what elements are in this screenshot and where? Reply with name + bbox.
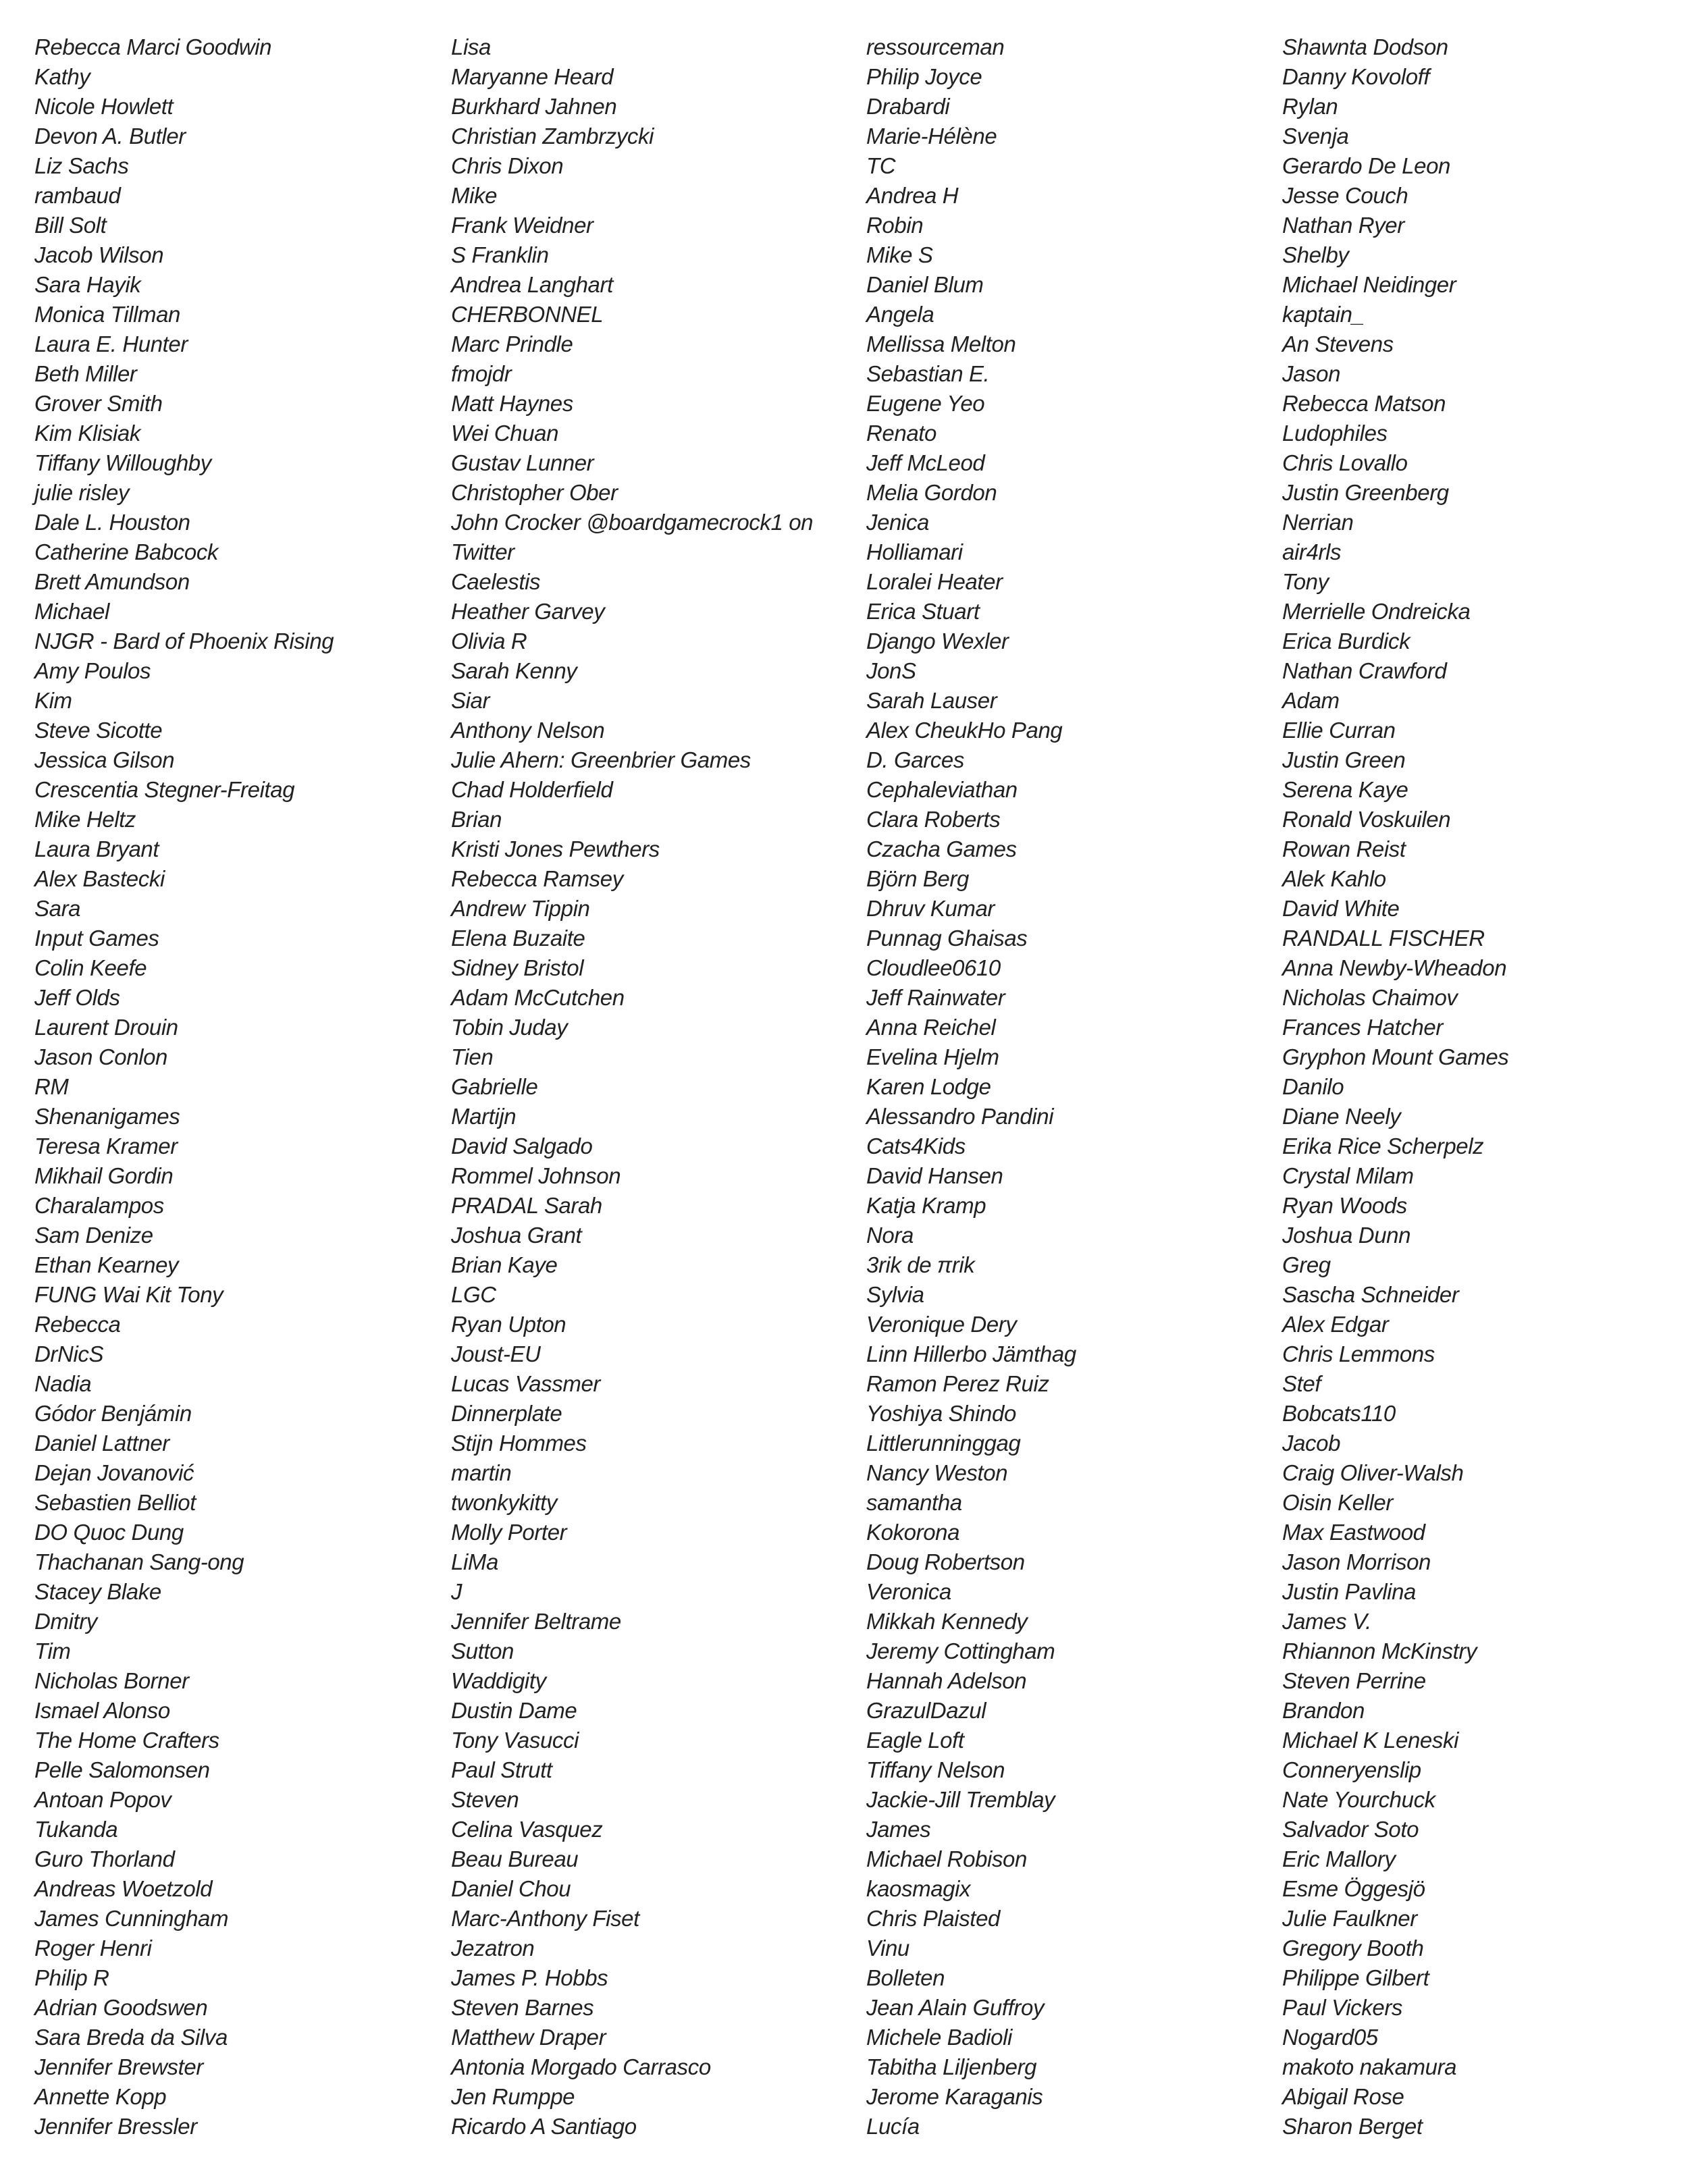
name-entry: David Salgado — [451, 1134, 593, 1158]
name-entry: Nora — [866, 1223, 914, 1248]
name-entry: Jeremy Cottingham — [866, 1639, 1055, 1663]
name-entry: Jean Alain Guffroy — [866, 1995, 1045, 2020]
name-entry: Andreas Woetzold — [34, 1876, 213, 1901]
name-entry: Laura E. Hunter — [34, 331, 188, 356]
name-entry: Katja Kramp — [866, 1193, 986, 1218]
name-entry: Hannah Adelson — [866, 1668, 1027, 1693]
name-entry: Justin Pavlina — [1282, 1579, 1417, 1604]
name-entry: Chris Lovallo — [1282, 450, 1408, 475]
name-entry: Salvador Soto — [1282, 1817, 1419, 1842]
name-entry: Erika Rice Scherpelz — [1282, 1134, 1484, 1158]
name-entry: Bobcats110 — [1282, 1401, 1396, 1426]
name-entry: Punnag Ghaisas — [866, 926, 1028, 951]
name-entry: Robin — [866, 213, 924, 238]
name-entry: Charalampos — [34, 1193, 164, 1218]
name-entry: Django Wexler — [866, 629, 1009, 654]
name-entry: Merrielle Ondreicka — [1282, 599, 1471, 624]
name-entry: Vinu — [866, 1936, 909, 1961]
name-entry: Sara Breda da Silva — [34, 2025, 228, 2050]
name-entry: Jen Rumppe — [451, 2084, 575, 2109]
name-entry: James Cunningham — [34, 1906, 229, 1931]
name-entry: Clara Roberts — [866, 807, 1001, 832]
name-entry: Justin Greenberg — [1282, 480, 1449, 505]
name-entry: Czacha Games — [866, 836, 1017, 861]
name-entry: Loralei Heater — [866, 569, 1003, 594]
name-entry: Michael K Leneski — [1282, 1728, 1459, 1753]
name-entry: Gódor Benjámin — [34, 1401, 192, 1426]
name-entry: Greg — [1282, 1252, 1331, 1277]
name-entry: Dhruv Kumar — [866, 896, 995, 921]
name-entry: Eric Mallory — [1282, 1846, 1396, 1871]
name-entry: Michele Badioli — [866, 2025, 1012, 2050]
name-entry: D. Garces — [866, 747, 964, 772]
name-entry: Mike S — [866, 242, 933, 267]
name-entry: Tiffany Nelson — [866, 1757, 1005, 1782]
name-entry: Caelestis — [451, 569, 541, 594]
name-entry: Adam McCutchen — [451, 985, 625, 1010]
name-entry: Liz Sachs — [34, 153, 129, 178]
name-entry: Lisa — [451, 34, 491, 59]
name-entry: Chris Dixon — [451, 153, 564, 178]
name-entry: Eugene Yeo — [866, 391, 985, 416]
name-entry: Shenanigames — [34, 1104, 180, 1129]
name-entry: Beth Miller — [34, 361, 137, 386]
name-entry: Christopher Ober — [451, 480, 618, 505]
name-entry: Rebecca Marci Goodwin — [34, 34, 272, 59]
name-entry: julie risley — [34, 480, 130, 505]
name-entry: Jeff McLeod — [866, 450, 985, 475]
name-entry: Paul Strutt — [451, 1757, 552, 1782]
name-column-2 — [451, 32, 849, 2141]
name-entry: Rebecca Matson — [1282, 391, 1446, 416]
name-entry: Veronique Dery — [866, 1312, 1017, 1337]
name-entry: Kristi Jones Pewthers — [451, 836, 660, 861]
name-entry: LGC — [451, 1282, 496, 1307]
name-entry: J — [451, 1579, 463, 1604]
name-entry: Sharon Berget — [1282, 2114, 1423, 2139]
name-entry: kaptain_ — [1282, 302, 1365, 327]
name-entry: Jason Morrison — [1282, 1549, 1431, 1574]
name-entry: Gabrielle — [451, 1074, 538, 1099]
name-entry: Marc-Anthony Fiset — [451, 1906, 639, 1931]
name-entry: Gregory Booth — [1282, 1936, 1424, 1961]
name-entry: Ludophiles — [1282, 421, 1388, 446]
name-entry: Twitter — [451, 539, 515, 564]
name-entry: Dustin Dame — [451, 1698, 577, 1723]
name-entry: Danilo — [1282, 1074, 1344, 1099]
name-entry: TC — [866, 153, 896, 178]
name-entry: Steven — [451, 1787, 519, 1812]
name-entry: Ronald Voskuilen — [1282, 807, 1451, 832]
name-entry: Doug Robertson — [866, 1549, 1025, 1574]
name-entry: Rylan — [1282, 94, 1338, 119]
name-entry: Anthony Nelson — [451, 718, 605, 743]
name-entry: Mike — [451, 183, 498, 208]
name-entry: Stacey Blake — [34, 1579, 161, 1604]
name-entry: Nicholas Chaimov — [1282, 985, 1458, 1010]
name-entry: makoto nakamura — [1282, 2054, 1457, 2079]
name-entry: Ismael Alonso — [34, 1698, 170, 1723]
name-entry: Craig Oliver-Walsh — [1282, 1460, 1464, 1485]
name-entry: Sascha Schneider — [1282, 1282, 1459, 1307]
name-entry: Conneryenslip — [1282, 1757, 1421, 1782]
name-entry: Ryan Upton — [451, 1312, 566, 1337]
name-entry: Anna Newby-Wheadon — [1282, 955, 1507, 980]
name-entry: Martijn — [451, 1104, 517, 1129]
name-entry: Jenica — [866, 510, 929, 535]
name-entry: Sylvia — [866, 1282, 924, 1307]
name-entry: Pelle Salomonsen — [34, 1757, 210, 1782]
name-entry: Jesse Couch — [1282, 183, 1408, 208]
name-entry: Paul Vickers — [1282, 1995, 1403, 2020]
name-entry: Shelby — [1282, 242, 1349, 267]
name-entry: fmojdr — [451, 361, 512, 386]
name-entry: Kathy — [34, 64, 90, 89]
name-entry: Veronica — [866, 1579, 951, 1604]
name-entry: Amy Poulos — [34, 658, 151, 683]
name-entry: kaosmagix — [866, 1876, 971, 1901]
name-entry: Alex Edgar — [1282, 1312, 1389, 1337]
name-entry: Input Games — [34, 926, 159, 951]
name-entry: David Hansen — [866, 1163, 1003, 1188]
name-entry: JonS — [866, 658, 916, 683]
name-entry: Jerome Karaganis — [866, 2084, 1043, 2109]
name-entry: Laura Bryant — [34, 836, 159, 861]
name-entry: NJGR - Bard of Phoenix Rising — [34, 629, 334, 654]
name-entry: Antonia Morgado Carrasco — [451, 2054, 711, 2079]
name-entry: Nate Yourchuck — [1282, 1787, 1435, 1812]
name-entry: Alek Kahlo — [1282, 866, 1386, 891]
name-entry: ressourceman — [866, 34, 1005, 59]
name-entry: Chad Holderfield — [451, 777, 613, 802]
name-entry: Devon A. Butler — [34, 124, 186, 149]
name-entry: Andrew Tippin — [451, 896, 590, 921]
name-entry: Tobin Juday — [451, 1015, 568, 1040]
name-entry: Joshua Dunn — [1282, 1223, 1411, 1248]
name-entry: Crescentia Stegner-Freitag — [34, 777, 295, 802]
name-entry: Steve Sicotte — [34, 718, 163, 743]
name-entry: Wei Chuan — [451, 421, 559, 446]
name-entry: Joshua Grant — [451, 1223, 582, 1248]
name-entry: The Home Crafters — [34, 1728, 219, 1753]
name-entry: Mike Heltz — [34, 807, 136, 832]
name-entry: Ellie Curran — [1282, 718, 1396, 743]
name-entry: Linn Hillerbo Jämthag — [866, 1341, 1076, 1366]
name-entry: RANDALL FISCHER — [1282, 926, 1485, 951]
name-entry: Rommel Johnson — [451, 1163, 621, 1188]
name-entry: rambaud — [34, 183, 121, 208]
name-entry: Thachanan Sang-ong — [34, 1549, 244, 1574]
name-entry: Kim Klisiak — [34, 421, 140, 446]
name-entry: Sebastien Belliot — [34, 1490, 196, 1515]
name-entry: Colin Keefe — [34, 955, 147, 980]
name-entry: Ricardo A Santiago — [451, 2114, 637, 2139]
name-entry: Kim — [34, 688, 72, 713]
name-entry: Nadia — [34, 1371, 92, 1396]
name-entry: Andrea Langhart — [451, 272, 613, 297]
name-entry: Michael — [34, 599, 109, 624]
name-entry: PRADAL Sarah — [451, 1193, 602, 1218]
name-entry: Christian Zambrzycki — [451, 124, 654, 149]
name-entry: Michael Robison — [866, 1846, 1027, 1871]
name-entry: Björn Berg — [866, 866, 969, 891]
name-entry: Annette Kopp — [34, 2084, 167, 2109]
name-column-4 — [1282, 32, 1660, 2141]
name-entry: Roger Henri — [34, 1936, 152, 1961]
name-entry: Nogard05 — [1282, 2025, 1378, 2050]
name-entry: Grover Smith — [34, 391, 163, 416]
name-entry: Kokorona — [866, 1520, 960, 1545]
name-entry: Crystal Milam — [1282, 1163, 1414, 1188]
name-entry: Mikkah Kennedy — [866, 1609, 1028, 1634]
name-entry: Sam Denize — [34, 1223, 153, 1248]
name-entry: Nancy Weston — [866, 1460, 1008, 1485]
name-entry: Melia Gordon — [866, 480, 997, 505]
name-entry: Tony — [1282, 569, 1329, 594]
name-entry: Jeff Olds — [34, 985, 120, 1010]
name-entry: Monica Tillman — [34, 302, 181, 327]
name-entry: Nerrian — [1282, 510, 1354, 535]
name-entry: Jennifer Bressler — [34, 2114, 197, 2139]
name-entry: Stijn Hommes — [451, 1431, 587, 1456]
name-entry: Matthew Draper — [451, 2025, 606, 2050]
name-entry: Steven Barnes — [451, 1995, 594, 2020]
name-entry: Stef — [1282, 1371, 1321, 1396]
name-entry: Nicholas Borner — [34, 1668, 189, 1693]
name-entry: Philip R — [34, 1965, 109, 1990]
name-entry: Julie Ahern: Greenbrier Games — [451, 747, 751, 772]
name-entry: Littlerunninggag — [866, 1431, 1021, 1456]
name-entry: Jason — [1282, 361, 1341, 386]
name-entry: Guro Thorland — [34, 1846, 175, 1871]
name-entry: Justin Green — [1282, 747, 1406, 772]
name-entry: Evelina Hjelm — [866, 1044, 999, 1069]
name-entry: Adam — [1282, 688, 1340, 713]
name-entry: FUNG Wai Kit Tony — [34, 1282, 223, 1307]
name-entry: Marc Prindle — [451, 331, 573, 356]
name-entry: LiMa — [451, 1549, 498, 1574]
name-entry: Mikhail Gordin — [34, 1163, 174, 1188]
name-entry: Rhiannon McKinstry — [1282, 1639, 1477, 1663]
name-entry: Brian Kaye — [451, 1252, 558, 1277]
name-entry: Sara Hayik — [34, 272, 141, 297]
name-entry: Jackie-Jill Tremblay — [866, 1787, 1055, 1812]
name-entry: Brian — [451, 807, 502, 832]
name-entry: DO Quoc Dung — [34, 1520, 184, 1545]
name-entry: Steven Perrine — [1282, 1668, 1426, 1693]
name-entry: Diane Neely — [1282, 1104, 1401, 1129]
name-entry: martin — [451, 1460, 512, 1485]
name-entry: Matt Haynes — [451, 391, 573, 416]
name-entry: Burkhard Jahnen — [451, 94, 617, 119]
name-entry: Julie Faulkner — [1282, 1906, 1417, 1931]
name-entry: Jason Conlon — [34, 1044, 168, 1069]
name-entry: Frank Weidner — [451, 213, 594, 238]
name-entry: Cloudlee0610 — [866, 955, 1001, 980]
name-entry: Rebecca — [34, 1312, 121, 1337]
name-entry: Dejan Jovanović — [34, 1460, 194, 1485]
name-entry: Nathan Ryer — [1282, 213, 1404, 238]
name-entry: Sarah Lauser — [866, 688, 997, 713]
name-entry: Molly Porter — [451, 1520, 567, 1545]
name-column-3 — [866, 32, 1265, 2141]
name-entry: David White — [1282, 896, 1400, 921]
name-entry: Danny Kovoloff — [1282, 64, 1430, 89]
name-entry: Alessandro Pandini — [866, 1104, 1054, 1129]
name-entry: Frances Hatcher — [1282, 1015, 1443, 1040]
name-entry: Gustav Lunner — [451, 450, 594, 475]
name-entry: Lucía — [866, 2114, 920, 2139]
name-entry: Philip Joyce — [866, 64, 982, 89]
name-entry: James — [866, 1817, 931, 1842]
name-entry: Teresa Kramer — [34, 1134, 178, 1158]
name-entry: Serena Kaye — [1282, 777, 1408, 802]
name-entry: Drabardi — [866, 94, 950, 119]
name-entry: Waddigity — [451, 1668, 546, 1693]
name-entry: Erica Stuart — [866, 599, 980, 624]
name-entry: Renato — [866, 421, 937, 446]
name-entry: Tabitha Liljenberg — [866, 2054, 1037, 2079]
name-entry: An Stevens — [1282, 331, 1394, 356]
name-entry: Nathan Crawford — [1282, 658, 1447, 683]
name-entry: Karen Lodge — [866, 1074, 991, 1099]
name-entry: Gryphon Mount Games — [1282, 1044, 1509, 1069]
name-entry: Anna Reichel — [866, 1015, 996, 1040]
name-entry: samantha — [866, 1490, 962, 1515]
name-entry: Daniel Chou — [451, 1876, 571, 1901]
name-entry: Abigail Rose — [1282, 2084, 1404, 2109]
name-entry: Alex Bastecki — [34, 866, 165, 891]
name-entry: Jennifer Brewster — [34, 2054, 203, 2079]
name-entry: Tien — [451, 1044, 494, 1069]
name-entry: Laurent Drouin — [34, 1015, 178, 1040]
name-entry: Rebecca Ramsey — [451, 866, 623, 891]
name-entry: James P. Hobbs — [451, 1965, 608, 1990]
name-entry: Ryan Woods — [1282, 1193, 1407, 1218]
name-entry: Heather Garvey — [451, 599, 605, 624]
name-entry: Daniel Blum — [866, 272, 984, 297]
name-entry: Philippe Gilbert — [1282, 1965, 1429, 1990]
name-entry: Tony Vasucci — [451, 1728, 579, 1753]
name-entry: Jacob Wilson — [34, 242, 164, 267]
name-entry: Chris Lemmons — [1282, 1341, 1435, 1366]
name-entry: Dinnerplate — [451, 1401, 562, 1426]
name-entry: Jacob — [1282, 1431, 1341, 1456]
name-entry: twonkykitty — [451, 1490, 557, 1515]
name-entry: Bill Solt — [34, 213, 107, 238]
name-entry: Maryanne Heard — [451, 64, 614, 89]
name-entry: Esme Öggesjö — [1282, 1876, 1425, 1901]
name-entry: Celina Vasquez — [451, 1817, 603, 1842]
name-entry: Mellissa Melton — [866, 331, 1016, 356]
name-entry: Daniel Lattner — [34, 1431, 169, 1456]
name-entry: Erica Burdick — [1282, 629, 1410, 654]
name-entry: Olivia R — [451, 629, 527, 654]
name-entry: Brandon — [1282, 1698, 1365, 1723]
name-entry: Sebastian E. — [866, 361, 990, 386]
name-entry: Beau Bureau — [451, 1846, 579, 1871]
name-entry: John Crocker @boardgamecrock1 on — [451, 510, 814, 535]
name-entry: Siar — [451, 688, 490, 713]
name-entry: Michael Neidinger — [1282, 272, 1456, 297]
name-entry: Chris Plaisted — [866, 1906, 1000, 1931]
name-entry: Tukanda — [34, 1817, 118, 1842]
name-entry: Shawnta Dodson — [1282, 34, 1448, 59]
name-entry: Bolleten — [866, 1965, 945, 1990]
name-column-1 — [34, 32, 413, 2141]
name-entry: Sidney Bristol — [451, 955, 584, 980]
name-entry: Ramon Perez Ruiz — [866, 1371, 1049, 1396]
name-entry: Nicole Howlett — [34, 94, 174, 119]
name-entry: Gerardo De Leon — [1282, 153, 1450, 178]
name-entry: 3rik de πrik — [866, 1252, 975, 1277]
name-entry: Elena Buzaite — [451, 926, 585, 951]
name-entry: Rowan Reist — [1282, 836, 1406, 861]
name-entry: Sutton — [451, 1639, 515, 1663]
name-entry: Tiffany Willoughby — [34, 450, 211, 475]
name-entry: Brett Amundson — [34, 569, 190, 594]
name-entry: Lucas Vassmer — [451, 1371, 600, 1396]
name-entry: Sarah Kenny — [451, 658, 577, 683]
name-entry: Dale L. Houston — [34, 510, 190, 535]
name-entry: Max Eastwood — [1282, 1520, 1425, 1545]
name-entry: Cephaleviathan — [866, 777, 1018, 802]
name-entry: Jeff Rainwater — [866, 985, 1005, 1010]
name-entry: Alex CheukHo Pang — [866, 718, 1063, 743]
name-entry: CHERBONNEL — [451, 302, 604, 327]
name-entry: Angela — [866, 302, 934, 327]
name-entry: Antoan Popov — [34, 1787, 172, 1812]
name-entry: Dmitry — [34, 1609, 97, 1634]
name-entry: Jezatron — [451, 1936, 535, 1961]
name-entry: Tim — [34, 1639, 71, 1663]
name-entry: Catherine Babcock — [34, 539, 219, 564]
name-entry: S Franklin — [451, 242, 549, 267]
name-entry: GrazulDazul — [866, 1698, 986, 1723]
name-entry: Oisin Keller — [1282, 1490, 1393, 1515]
name-entry: Jennifer Beltrame — [451, 1609, 621, 1634]
name-entry: Holliamari — [866, 539, 963, 564]
name-entry: Yoshiya Shindo — [866, 1401, 1016, 1426]
name-entry: air4rls — [1282, 539, 1342, 564]
name-entry: Sara — [34, 896, 81, 921]
name-entry: Jessica Gilson — [34, 747, 175, 772]
name-entry: Cats4Kids — [866, 1134, 966, 1158]
name-entry: Ethan Kearney — [34, 1252, 179, 1277]
name-entry: Eagle Loft — [866, 1728, 964, 1753]
name-entry: Svenja — [1282, 124, 1349, 149]
name-entry: Joust-EU — [451, 1341, 541, 1366]
name-entry: RM — [34, 1074, 69, 1099]
name-entry: Marie-Hélène — [866, 124, 997, 149]
name-entry: James V. — [1282, 1609, 1371, 1634]
name-entry: DrNicS — [34, 1341, 104, 1366]
name-entry: Adrian Goodswen — [34, 1995, 208, 2020]
name-entry: Andrea H — [866, 183, 959, 208]
